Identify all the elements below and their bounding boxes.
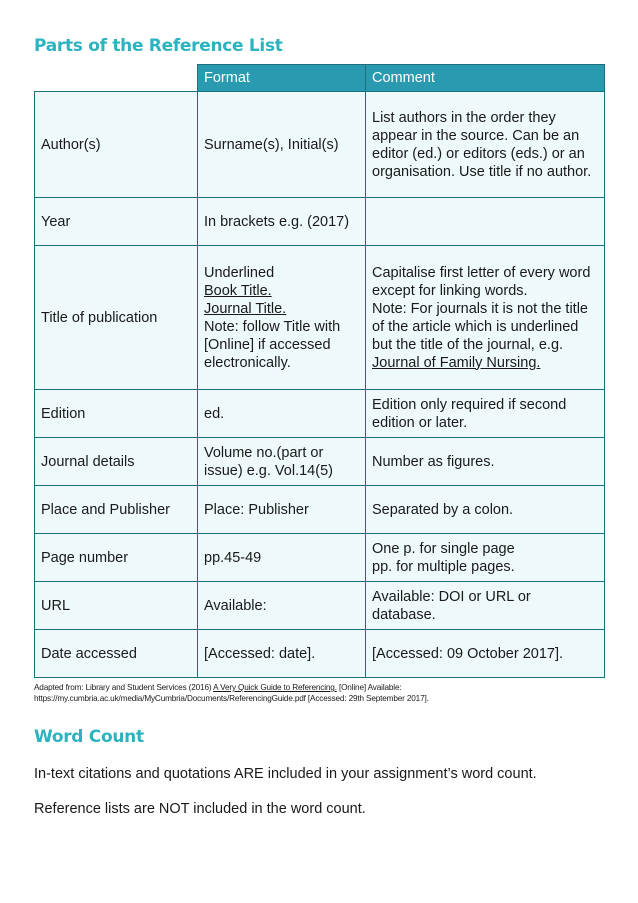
comment-cell: Separated by a colon. [366,486,605,534]
row-label: Year [35,198,198,246]
journal-title-example: Journal Title. [204,300,287,317]
reference-parts-table [34,64,605,678]
table-row [35,486,605,534]
comment-cell: List authors in the order they appear in the source. Can be an editor (ed.) or editors (eds.) or an organisation. Use title if no author. [366,92,605,198]
row-label: Title of publication [35,246,198,390]
format-cell: Volume no.(part or issue) e.g. Vol.14(5) [198,438,366,486]
word-count-paragraph-1: In-text citations and quotations ARE included in your assignment’s word count. [34,766,537,782]
comment-cell [366,246,605,390]
format-cell [198,246,366,390]
caption-prefix: Adapted from: Library and Student Services (2016) [34,683,212,692]
comment-line: One p. for single page [372,540,515,557]
table-row [35,390,605,438]
comment-cell [366,534,605,582]
format-cell: Available: [198,582,366,630]
comment-cell: Available: DOI or URL or database. [366,582,605,630]
format-cell: Place: Publisher [198,486,366,534]
book-title-example: Book Title. [204,282,272,299]
comment-cell: Number as figures. [366,438,605,486]
comment-cell: [Accessed: 09 October 2017]. [366,630,605,678]
comment-cell: Edition only required if second edition or later. [366,390,605,438]
format-cell: ed. [198,390,366,438]
comment-cell [366,198,605,246]
word-count-paragraph-2: Reference lists are NOT included in the word count. [34,801,366,817]
row-label: Place and Publisher [35,486,198,534]
journal-example-link: Journal of Family Nursing. [372,354,541,371]
comment-note-text: Note: For journals it is not the title of the article which is underlined but the title of the journal, e.g. [372,300,588,353]
row-label: Edition [35,390,198,438]
comment-text: Capitalise first letter of every word except for linking words. [372,264,591,299]
table-row [35,438,605,486]
table-row [35,534,605,582]
row-label: Date accessed [35,630,198,678]
section-heading-reference-list: Parts of the Reference List [34,36,283,56]
format-cell: In brackets e.g. (2017) [198,198,366,246]
header-comment: Comment [366,65,605,92]
row-label: Author(s) [35,92,198,198]
table-row [35,582,605,630]
table-row [35,198,605,246]
row-label: Journal details [35,438,198,486]
table-row [35,92,605,198]
format-cell: [Accessed: date]. [198,630,366,678]
caption-guide-link[interactable]: A Very Quick Guide to Referencing. [213,683,337,692]
table-header-row [35,65,605,92]
table-row [35,246,605,390]
row-label: Page number [35,534,198,582]
header-blank [35,65,198,92]
row-label: URL [35,582,198,630]
section-heading-word-count: Word Count [34,727,144,747]
comment-line: pp. for multiple pages. [372,558,515,575]
format-cell: Surname(s), Initial(s) [198,92,366,198]
caption-suffix: [Online] Available: https://my.cumbria.ac.uk/media/MyCumbria/Documents/ReferencingGuide.pdf [Accessed: 29th September 2017]. [34,683,429,703]
header-format: Format [198,65,366,92]
table-row [35,630,605,678]
comment-note [372,300,598,372]
format-cell: pp.45-49 [198,534,366,582]
table-source-caption [34,682,604,704]
format-note: Note: follow Title with [Online] if accessed electronically. [204,318,341,371]
format-text: Underlined [204,264,275,281]
